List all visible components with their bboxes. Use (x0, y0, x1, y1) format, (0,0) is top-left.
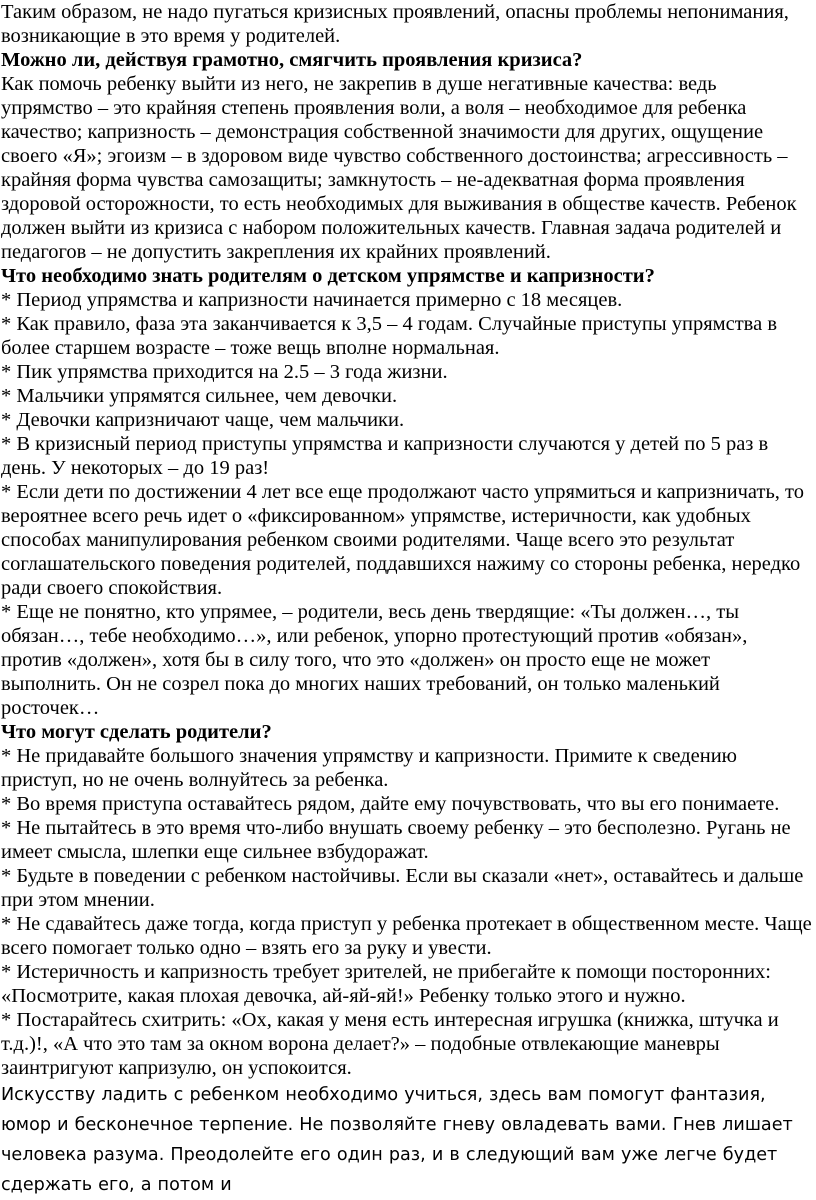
list-item: * Во время приступа оставайтесь рядом, дайте ему почувствовать, что вы его понимаете. (1, 793, 780, 815)
list-item: * Еще не понятно, кто упрямее, – родители, весь день твердящие: «Ты должен…, ты обязан…, тебе необходимо…», или ребенок, упорно протестующий против «обязан», против «должен», хотя бы в силу того, что это «должен» он просто еще не может выполнить. Он не созрел пока до многих наших требований, он только маленький росточек… (1, 601, 748, 719)
list-item: * Не пытайтесь в это время что-либо внушать своему ребенку – это бесполезно. Ругань не имеет смысла, шлепки еще сильнее взбудоражат. (1, 817, 791, 863)
list-item: * Будьте в поведении с ребенком настойчивы. Если вы сказали «нет», оставайтесь и дальше при этом мнении. (1, 865, 804, 911)
list-item: * Не сдавайтесь даже тогда, когда приступ у ребенка протекает в общественном месте. Чаще всего помогает только одно – взять его за руку и увести. (1, 913, 812, 959)
section-heading-parents: Что могут сделать родители? (1, 721, 272, 743)
list-item: * Как правило, фаза эта заканчивается к 3,5 – 4 годам. Случайные приступы упрямства в более старшем возрасте – тоже вещь вполне нормальная. (1, 313, 777, 359)
list-item: * Мальчики упрямятся сильнее, чем девочки. (1, 385, 398, 407)
paragraph-crisis-help: Как помочь ребенку выйти из него, не закрепив в душе негативные качества: ведь упрямство – это крайняя степень проявления воли, а воля – необходимое для ребенка качество; капризность – демонстрация собственной значимости для других, ощущение своего «Я»; эгоизм – в здоровом виде чувство собственного достоинства; агрессивность – крайняя форма чувства самозащиты; замкнутость – не-адекватная форма проявления здоровой осторожности, то есть необходимых для выживания в обществе качеств. Ребенок должен выйти из кризиса с набором положительных качеств. Главная задача родителей и педагогов – не допустить закрепления их крайних проявлений. (1, 73, 797, 263)
list-item: * Девочки капризничают чаще, чем мальчики. (1, 409, 405, 431)
list-item: * Период упрямства и капризности начинается примерно с 18 месяцев. (1, 289, 623, 311)
list-item: * Истеричность и капризность требует зрителей, не прибегайте к помощи посторонних: «Посмотрите, какая плохая девочка, ай-яй-яй!» Ребенку только этого и нужно. (1, 961, 772, 1007)
list-item: * Постарайтесь схитрить: «Ох, какая у меня есть интересная игрушка (книжка, штучка и т.д.)!, «А что это там за окном ворона делает?» – подобные отвлекающие маневры заинтригуют капризулю, он успокоится. (1, 1009, 779, 1079)
intro-paragraph: Таким образом, не надо пугаться кризисных проявлений, опасны проблемы непонимания, возникающие в это время у родителей. (1, 1, 789, 47)
section-heading-stubbornness: Что необходимо знать родителям о детском упрямстве и капризности? (1, 265, 655, 287)
list-item: * Не придавайте большого значения упрямству и капризности. Примите к сведению приступ, но не очень волнуйтесь за ребенка. (1, 745, 737, 791)
closing-paragraph: Искусству ладить с ребенком необходимо учиться, здесь вам помогут фантазия, юмор и бесконечное терпение. Не позволяйте гневу овладевать вами. Гнев лишает человека разума. Преодолейте его один раз, и в следующий вам уже легче будет сдержать его, а потом и (1, 1085, 793, 1195)
list-item: * В кризисный период приступы упрямства и капризности случаются у детей по 5 раз в день. У некоторых – до 19 раз! (1, 433, 769, 479)
section-heading-crisis: Можно ли, действуя грамотно, смягчить проявления кризиса? (1, 49, 583, 71)
list-item: * Если дети по достижении 4 лет все еще продолжают часто упрямиться и капризничать, то вероятнее всего речь идет о «фиксированном» упрямстве, истеричности, как удобных способах манипулирования ребенком своими родителями. Чаще всего это результат соглашательского поведения родителей, поддавшихся нажиму со стороны ребенка, нередко ради своего спокойствия. (1, 481, 804, 599)
list-item: * Пик упрямства приходится на 2.5 – 3 года жизни. (1, 361, 448, 383)
